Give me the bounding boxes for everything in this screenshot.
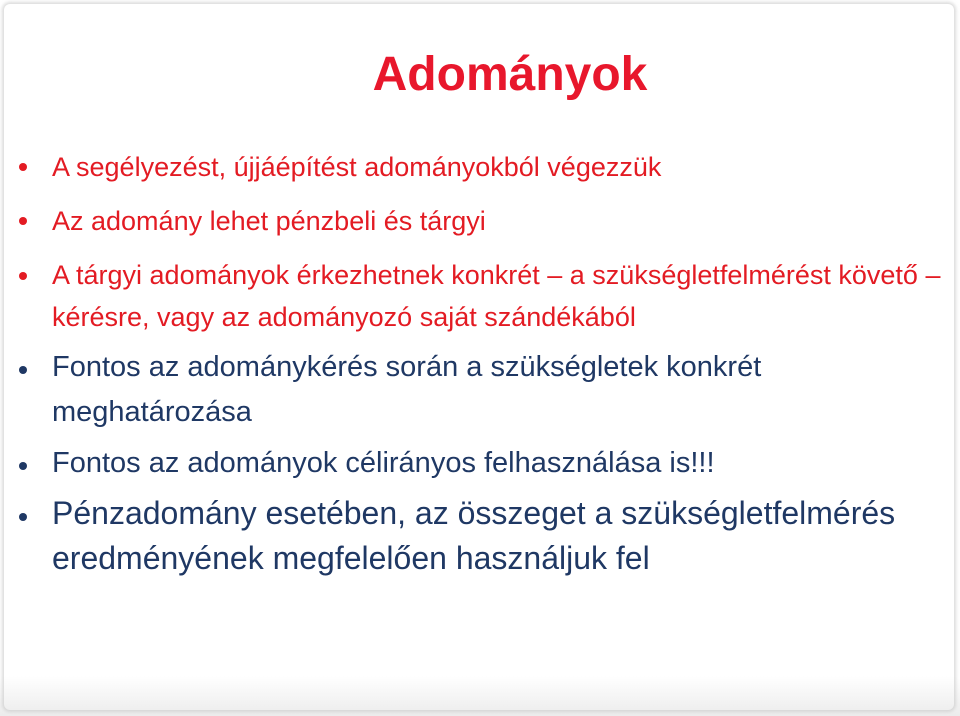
bullet-item	[0, 489, 960, 581]
bullet-item	[0, 248, 960, 342]
bullet-text: Az adomány lehet pénzbeli és tárgyi	[52, 206, 486, 236]
bullet-item	[0, 438, 960, 489]
bullet-item	[0, 342, 960, 438]
bullet-dot-icon	[19, 462, 27, 470]
slide-title: Adományok	[372, 48, 648, 101]
bullet-item	[0, 194, 960, 248]
bullet-item	[0, 140, 960, 194]
bullet-list	[0, 140, 960, 581]
bullet-text: A tárgyi adományok érkezhetnek konkrét – a szükségletfelmérést követő – kérésre, vagy az adományozó saját szándékából	[52, 260, 941, 332]
bullet-text: Fontos az adománykérés során a szükségletek konkrét meghatározása	[52, 351, 762, 428]
bullet-text: A segélyezést, újjáépítést adományokból végezzük	[52, 152, 662, 182]
slide-bottom-shade	[0, 676, 960, 716]
bullet-text: Pénzadomány esetében, az összeget a szükségletfelmérés eredményének megfelelően használjuk fel	[52, 495, 896, 576]
bullet-dot-icon	[19, 163, 27, 171]
bullet-dot-icon	[19, 217, 27, 225]
bullet-dot-icon	[19, 366, 27, 374]
bullet-text: Fontos az adományok célirányos felhasználása is!!!	[52, 447, 715, 479]
bullet-dot-icon	[19, 513, 27, 521]
bullet-dot-icon	[19, 272, 27, 280]
